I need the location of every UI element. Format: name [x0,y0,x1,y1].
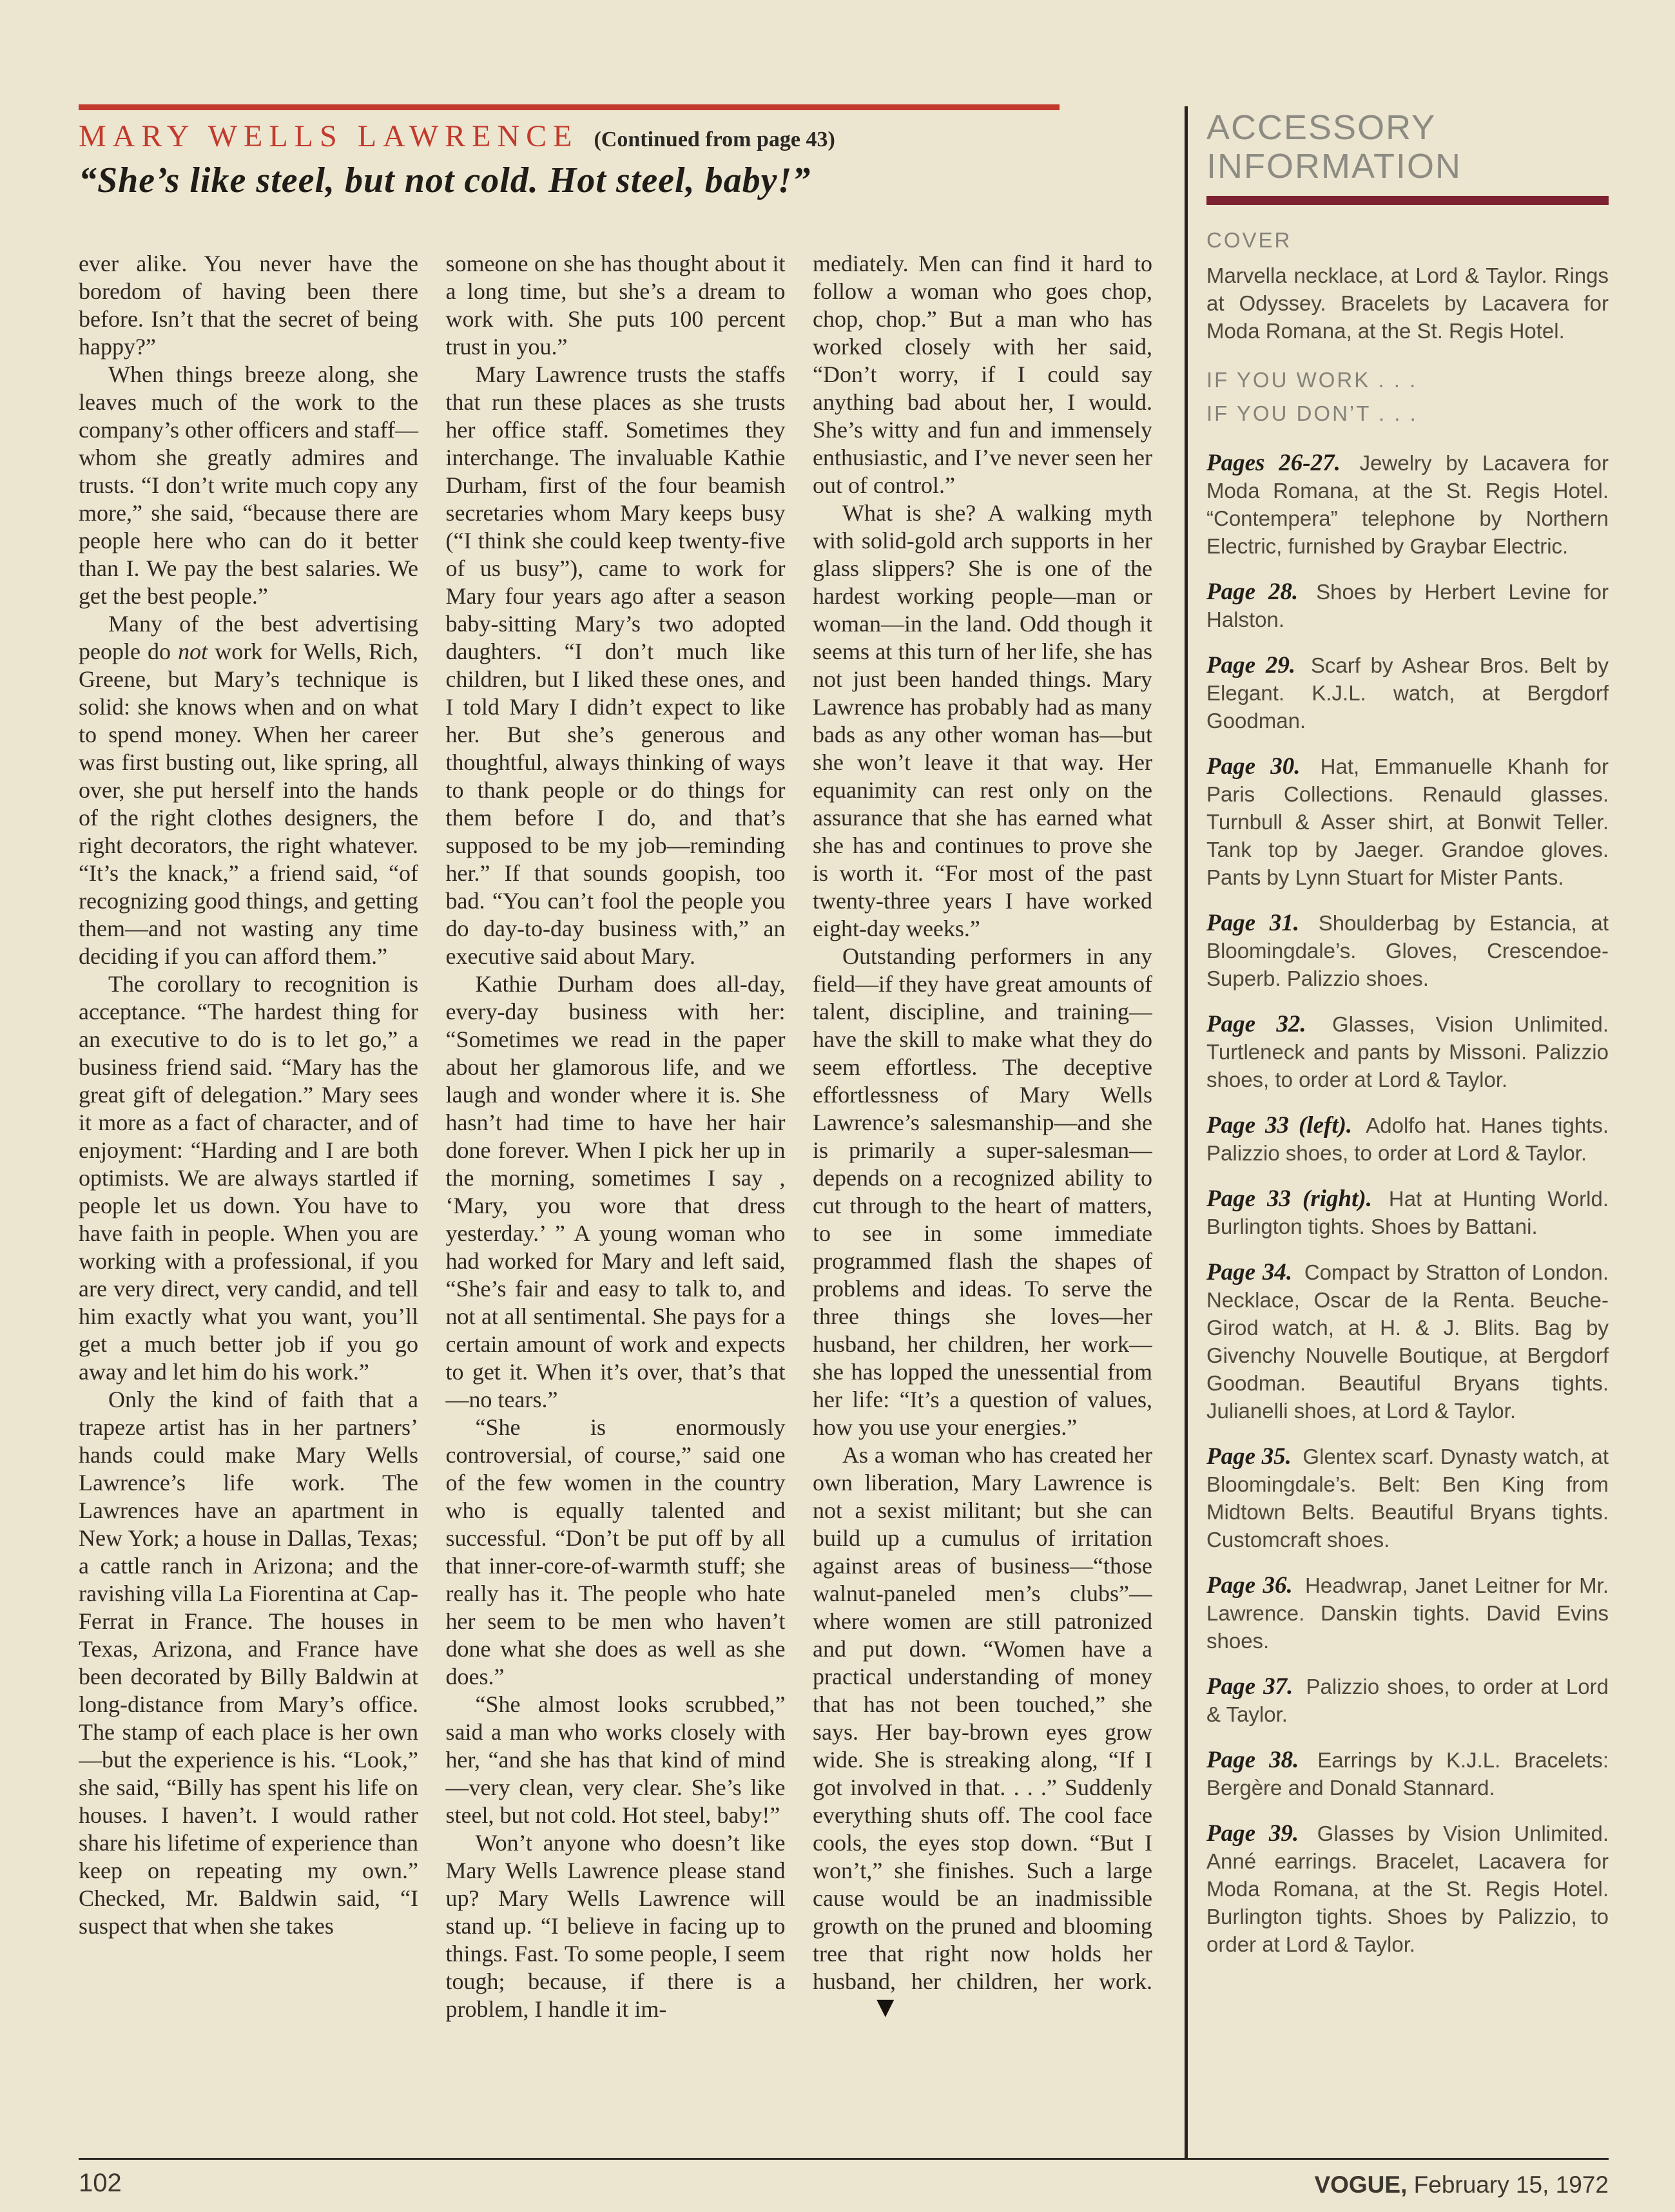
article-paragraph: Won’t anyone who doesn’t like Mary Wells Lawrence please stand up? Mary Wells Lawrence will stand up. “I believe in facing up to things. Fast. To some people, I seem tough; because, if there is a problem, I handle it im- [445,1830,786,2022]
sidebar-heading-if-you-dont: IF YOU DON’T . . . [1206,401,1418,425]
sidebar-entry-text: Adolfo hat. Hanes tights. Palizzio shoes, to order at Lord & Taylor. [1206,1113,1609,1165]
sidebar-entry [1206,578,1609,633]
magazine-credit [1314,2171,1609,2198]
article-paragraph: Only the kind of faith that a trapeze artist has in her partners’ hands could make Mary Wells Lawrence’s life work. The Lawrences have an apartment in New York; a house in Dallas, Texas; a cattle ranch in Arizona; and the ravishing villa La Fiorentina at Cap-Ferrat in France. The houses in Texas, Arizona, and France have been decorated by Billy Baldwin at long-distance from Mary’s office. The stamp of each place is her own—but the experience is his. “Look,” she said, “Billy has spent his life on houses. I haven’t. I would rather share his lifetime of experience than keep on repeating my own.” Checked, Mr. Baldwin said, “I suspect that when she takes [79,1387,418,1939]
article-paragraph: someone on she has thought about it a long time, but she’s a dream to work with. She puts 100 percent trust in you.” [445,251,786,360]
article-paragraph: When things breeze along, she leaves much of the work to the company’s other officers and staff—whom she greatly admires and trusts. “I don’t write much copy any more,” she said, “because there are people here who can do it better than I. We pay the best salaries. We get the best people.” [79,361,418,609]
page-number: 102 [79,2169,122,2197]
article-column-2 [446,250,786,2167]
sidebar-entry-text: Shoulderbag by Estancia, at Bloomingdale’s. Gloves, Crescendoe-Superb. Palizzio shoes. [1206,911,1609,990]
article-column-1 [79,250,418,2167]
sidebar-entry-page-label: Pages 26-27. [1206,450,1341,476]
sidebar-entry [1206,449,1609,560]
sidebar-entry-page-label: Page 31. [1206,910,1300,936]
sidebar-entry-text: Palizzio shoes, to order at Lord & Taylor. [1206,1675,1609,1726]
sidebar-entry-text: Hat, Emmanuelle Khanh for Paris Collections. Renauld glasses. Turnbull & Asser shirt, at Bonwit Teller. Tank top by Jaeger. Grandoe gloves. Pants by Lynn Stuart for Mister Pants. [1206,755,1609,889]
sidebar-entry [1206,1572,1609,1655]
magazine-credit-date: February 15, 1972 [1407,2171,1609,2198]
sidebar-entry-text: Glasses, Vision Unlimited. Turtleneck and pants by Missoni. Palizzio shoes, to order at Lord & Taylor. [1206,1012,1609,1092]
sidebar-entry [1206,1185,1609,1240]
sidebar-entry-text: Glentex scarf. Dynasty watch, at Bloomingdale’s. Belt: Ben King from Midtown Belts. Beautiful Bryans tights. Customcraft shoes. [1206,1445,1609,1552]
article-kicker-title: MARY WELLS LAWRENCE [79,119,579,153]
sidebar-entry [1206,909,1609,992]
sidebar-entry [1206,1673,1609,1728]
sidebar-cover-text: Marvella necklace, at Lord & Taylor. Rings at Odyssey. Bracelets by Lacavera for Moda Romana, at the St. Regis Hotel. [1206,264,1609,343]
sidebar-entry-page-label: Page 29. [1206,652,1296,678]
sidebar-entry [1206,651,1609,735]
header-rule [79,104,1060,110]
sidebar-entries-list [1206,449,1609,1958]
sidebar-title [1206,108,1609,186]
sidebar-entry-page-label: Page 32. [1206,1011,1306,1037]
sidebar-entry-page-label: Page 37. [1206,1673,1293,1700]
sidebar-divider [1185,106,1188,2159]
sidebar-entry [1206,753,1609,891]
sidebar-entry-text: Glasses by Vision Unlimited. Anné earrings. Bracelet, Lacavera for Moda Romana, at the St. Regis Hotel. Burlington tights. Shoes by Palizzio, to order at Lord & Taylor. [1206,1822,1609,1956]
footer-rule [79,2158,1609,2160]
sidebar-title-line1: ACCESSORY [1206,108,1437,147]
article-paragraph: “She is enormously controversial, of course,” said one of the few women in the country who is equally talented and successful. “Don’t be put off by all that inner-core-of-warmth stuff; she really has it. The people who hate her seem to be men who haven’t done what she does as well as she does.” [445,1414,786,1689]
article-column-3 [813,250,1152,2167]
sidebar-entry-page-label: Page 34. [1206,1259,1293,1285]
sidebar-entry-page-label: Page 39. [1206,1820,1299,1847]
article-paragraph: Many of the best advertising people do not work for Wells, Rich, Greene, but Mary’s technique is solid: she knows when and on what to spend money. When her career was first busting out, like spring, all over, she put herself into the hands of the right clothes designers, the right decorators, the right whatever. “It’s the knack,” a friend said, “of recognizing good things, and getting them—and not wasting any time deciding if you can afford them.” [79,611,418,969]
sidebar-entry-page-label: Page 35. [1206,1443,1292,1470]
sidebar-entry [1206,1746,1609,1802]
sidebar-entry-text: Headwrap, Janet Leitner for Mr. Lawrence. Danskin tights. David Evins shoes. [1206,1573,1609,1653]
article-paragraph: The corollary to recognition is acceptance. “The hardest thing for an executive to do is to let go,” a business friend said. “Mary has the great gift of delegation.” Mary sees it more as a fact of character, and of enjoyment: “Harding and I are both optimists. We are always startled if people let us down. You have to have faith in people. When you are working with a professional, if you are very direct, very candid, and tell him exactly what you want, you’ll get a much better job if you go away and let him do his work.” [79,971,418,1385]
article-continued-note: (Continued from page 43) [594,128,835,151]
sidebar-entry-page-label: Page 28. [1206,579,1299,605]
article-kicker [79,119,835,154]
article-headline: “She’s like steel, but not cold. Hot steel, baby!” [79,160,811,200]
sidebar-entry-text: Earrings by K.J.L. Bracelets: Bergère and Donald Stannard. [1206,1748,1609,1800]
sidebar-entry [1206,1443,1609,1553]
sidebar-heading-cover: COVER [1206,228,1292,252]
article-paragraph: Mary Lawrence trusts the staffs that run these places as she trusts her office staff. Sometimes they interchange. The invaluable Kathie Durham, first of the four beamish secretaries whom Mary keeps busy (“I think she could keep twenty-five of us busy”), came to work for Mary four years ago after a season baby-sitting Mary’s two adopted daughters. “I don’t much like children, but I liked these ones, and I told Mary I didn’t expect to like her. But she’s generous and thoughtful, always thinking of ways to thank people or do things for them before I do, and that’s supposed to be my job—reminding her.” If that sounds goopish, too bad. “You can’t fool the people you do day-to-day business with,” an executive said about Mary. [445,361,786,969]
sidebar-title-rule [1206,196,1609,205]
sidebar-entry [1206,1258,1609,1425]
sidebar-entry [1206,1111,1609,1167]
sidebar-entry-page-label: Page 33 (left). [1206,1112,1353,1139]
article-paragraph: As a woman who has created her own liberation, Mary Lawrence is not a sexist militant; but she can build up a cumulus of irritation against areas of business—“those walnut-paneled men’s clubs”—where women are still patronized and put down. “Women have a practical understanding of money that has not been touched,” she says. Her bay-brown eyes grow wide. She is streaking along, “If I got involved in that. . . .” Suddenly everything shuts off. The cool face cools, the eyes stop down. “But I won’t,” she finishes. Such a large cause would be an inadmissible growth on the pruned and blooming tree that right now holds her husband, her children, her work.▼ [813,1442,1152,2023]
sidebar-entry [1206,1010,1609,1093]
sidebar-entry-text: Hat at Hunting World. Burlington tights. Shoes by Battani. [1206,1187,1609,1238]
sidebar-title-line2: INFORMATION [1206,147,1462,186]
sidebar-entry-page-label: Page 30. [1206,753,1301,780]
article-body [79,250,1152,2167]
accessory-information-sidebar [1206,108,1609,1976]
sidebar-entry-text: Scarf by Ashear Bros. Belt by Elegant. K.J.L. watch, at Bergdorf Goodman. [1206,653,1609,733]
sidebar-entry-page-label: Page 38. [1206,1747,1299,1773]
article-paragraph: “She almost looks scrubbed,” said a man who works closely with her, “and she has that kind of mind—very clean, very clear. She’s like steel, but not cold. Hot steel, baby!” [445,1691,786,1828]
article-paragraph: What is she? A walking myth with solid-gold arch supports in her glass slippers? She is one of the hardest working people—man or woman—in the land. Odd though it seems at this turn of her life, she has not just been handed things. Mary Lawrence has probably had as many bads as any other woman has—but she won’t leave it that way. Her equanimity can rest only on the assurance that she has earned what she has and continues to prove she is worth it. “For most of the past twenty-three years I have worked eight-day weeks.” [813,500,1152,941]
sidebar-entry-text: Jewelry by Lacavera for Moda Romana, at the St. Regis Hotel. “Contempera” telephone by Northern Electric, furnished by Graybar Electric. [1206,451,1609,558]
sidebar-entry [1206,1820,1609,1958]
sidebar-entry-text: Shoes by Herbert Levine for Halston. [1206,580,1609,631]
article-end-mark-icon: ▼ [871,1990,900,2023]
magazine-credit-name: VOGUE, [1314,2171,1408,2198]
sidebar-entry-page-label: Page 36. [1206,1572,1293,1599]
article-paragraph: Outstanding performers in any field—if they have great amounts of talent, discipline, and training—have the skill to make what they do seem effortless. The deceptive effortlessness of Mary Wells Lawrence’s salesmanship—and she is primarily a super-salesman—depends on a recognized ability to cut through to the heart of matters, to see in some immediate programmed flash the shapes of problems and ideas. To serve the three things she loves—her husband, her children, her work—she has lopped the unessential from her life: “It’s a question of values, how you use your energies.” [813,943,1152,1440]
article-paragraph: mediately. Men can find it hard to follow a woman who goes chop, chop, chop.” But a man who has worked closely with her said, “Don’t worry, if I could say anything bad about her, I would. She’s witty and fun and immensely enthusiastic, and I’ve never seen her out of control.” [813,251,1152,498]
article-paragraph: ever alike. You never have the boredom of having been there before. Isn’t that the secret of being happy?” [79,251,418,360]
sidebar-entry-page-label: Page 33 (right). [1206,1186,1372,1212]
sidebar-heading-if-you-work: IF YOU WORK . . . [1206,368,1418,392]
article-paragraph: Kathie Durham does all-day, every-day business with her: “Sometimes we read in the paper about her glamorous life, and we laugh and wonder where it is. She hasn’t had time to have her hair done forever. When I pick her up in the morning, sometimes I say , ‘Mary, you wore that dress yesterday.’ ” A young woman who had worked for Mary and left said, “She’s fair and easy to talk to, and not at all sentimental. She pays for a certain amount of work and expects to get it. When it’s over, that’s that—no tears.” [445,971,786,1412]
sidebar-entry-text: Compact by Stratton of London. Necklace, Oscar de la Renta. Beuche-Girod watch, at H. & J. Blits. Bag by Givenchy Nouvelle Boutique, at Bergdorf Goodman. Beautiful Bryans tights. Julianelli shoes, at Lord & Taylor. [1206,1260,1609,1423]
